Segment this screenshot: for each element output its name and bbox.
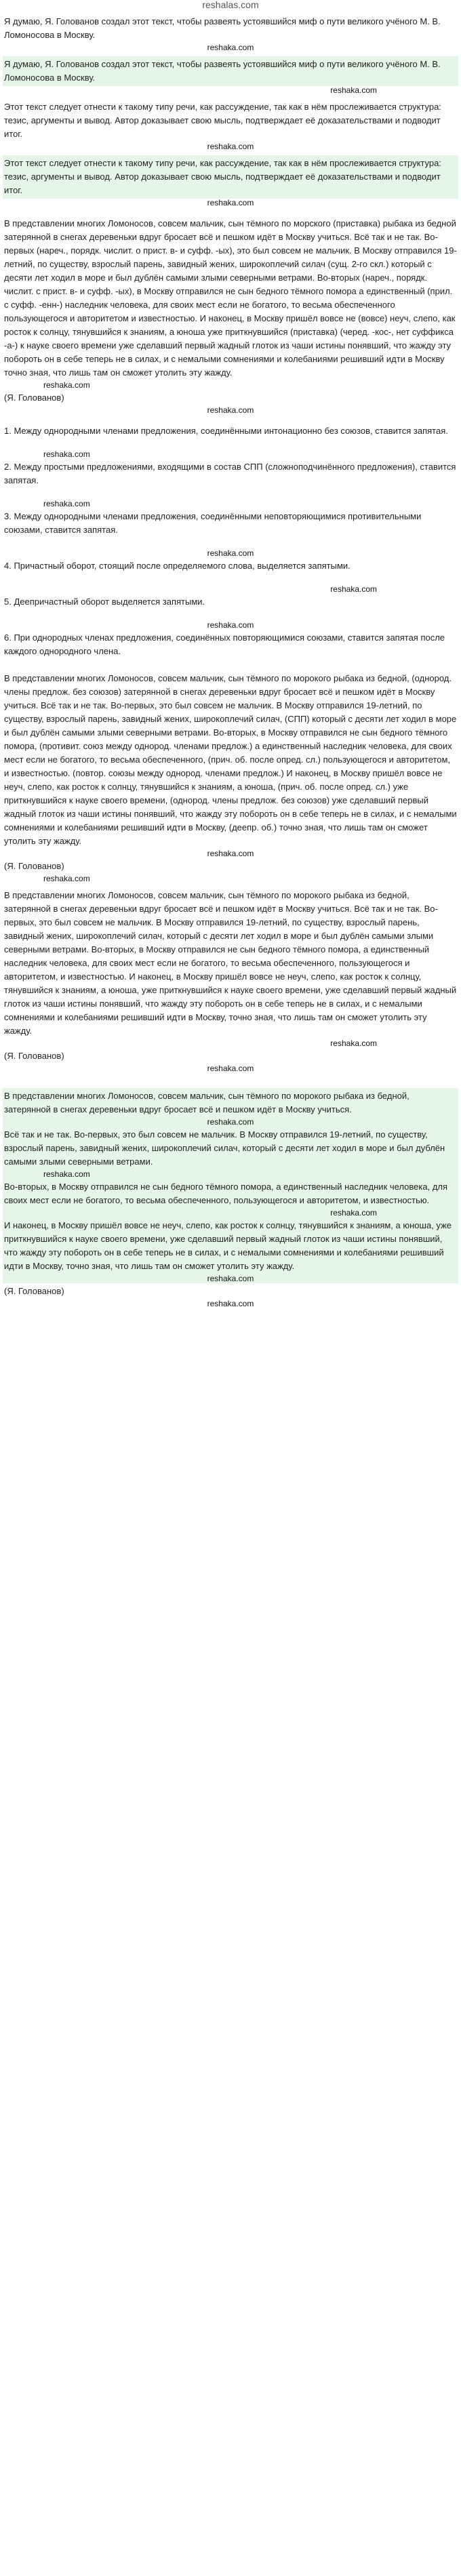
watermark: reshaka.com bbox=[207, 548, 254, 558]
watermark: reshaka.com bbox=[207, 405, 254, 415]
clean-paragraph: В представлении многих Ломоносов, совсем мальчик, сын тёмного по морокого рыбака из бедной, затерянной в снегах деревеньки вдруг бросает всё и пешком идёт в Москву учиться. Всё так и не так. Во-первых, это был совсем не мальчик. В Москву отправился 19-летний, по существу, взрослый парень, завидный жених, широкоплечий силач, который с десяти лет ходил в море и был дублён самыми злыми северными ветрами. Во-вторых, в Москву отправился не сын бедного тёмного помора, а единственный наследник человека, для своих мест если не богатого, то весьма обеспеченного, пользующегося и авторитетом, и известностью. И наконец, в Москву пришёл вовсе не неуч, слепо, как росток к солнцу, тянувшийся к знаниям, а юноша, уже приткнувшийся к науке своего времени, уже сделавший первый жадный глоток из чаши истины понявший, что жажду эту побороть он в себе теперь не в силах, и с немалыми сомнениями и колебаниями решивший идти в Москву, точно зная, что лишь там он сможет утолить эту жажду. bbox=[4, 890, 457, 1036]
watermark: reshaka.com bbox=[330, 1208, 377, 1217]
rule-item: 2. Между простыми предложениями, входящими в состав СПП (сложноподчинённого предложения), ставится запятая. bbox=[4, 462, 456, 485]
punctuated-author: (Я. Голованов) bbox=[4, 861, 64, 871]
rule-item: 6. При однородных членах предложения, соединённых повторяющимися союзами, ставится запятая после каждого однородного члена. bbox=[4, 632, 445, 656]
final-paragraph: Всё так и не так. Во-первых, это был совсем не мальчик. В Москву отправился 19-летний, по существу, взрослый парень, завидный жених, широкоплечий силач, который с десяти лет ходил в море и был дублён самыми злыми северными ветрами. bbox=[4, 1129, 445, 1167]
site-title[interactable]: reshalas.com bbox=[202, 0, 259, 10]
rule-item: 3. Между однородными членами предложения, соединёнными неповторяющимися противительными союзами, ставится запятая. bbox=[4, 511, 422, 535]
clean-author: (Я. Голованов) bbox=[4, 1051, 64, 1061]
punctuated-paragraph: В представлении многих Ломоносов, совсем мальчик, сын тёмного по морокого рыбака из бедной, (однород. члены предлож. без союзов) затерянной в снегах деревеньки вдруг бросает всё и пешком идёт в Москву учиться. Всё так и не так. Во-первых, это был совсем не мальчик. В Москву отправился 19-летний, по существу, взрослый парень, завидный жених, широкоплечий силач, (СПП) который с десяти лет ходил в море и был дублён самыми злыми северными ветрами. Во-вторых, в Москву отправился не сын бедного тёмного помора, (противит. союз между однород. членами предлож.) а единственный наследник человека, для своих мест если не богатого, то весьма обеспеченного, (прич. об. после опред. сл.) пользующегося и авторитетом, и известностью. (повтор. союзы между однород. членами предлож.) И наконец, в Москву пришёл вовсе не неуч, слепо, как росток к солнцу, тянувшийся к знаниям, а юноша, (прич. об. после опред. сл.) уже приткнувшийся к науке своего времени, (однород. члены предлож. без союзов) уже сделавший первый жадный глоток из чаши истины понявший, что жажду эту побороть он в себе теперь не в силах, и с немалыми сомнениями и колебаниями решивший идти в Москву, (деепр. об.) точно зная, что лишь там он сможет утолить эту жажду. bbox=[4, 673, 457, 846]
watermark: reshaka.com bbox=[207, 43, 254, 52]
watermark: reshaka.com bbox=[207, 198, 254, 207]
final-author: (Я. Голованов) bbox=[4, 1286, 64, 1296]
type-paragraph-highlight: Этот текст следует отнести к такому типу речи, как рассуждение, так как в нём прослеживается структура: тезис, аргументы и вывод. Автор доказывает свою мысль, подтверждает её доказательствами и подводит итог. bbox=[3, 155, 458, 199]
watermark: reshaka.com bbox=[207, 1274, 254, 1283]
analysis-paragraph: В представлении многих Ломоносов, совсем мальчик, сын тёмного по морского (приставка) рыбака из бедной затерянной в снегах деревеньки вдруг бросает всё и пешком идёт в Москву учиться. Всё так и не так. Во-первых (нареч., порядк. числит. о прист. в- и суфф. -ых), это был совсем не мальчик. В Москву отправился 19-летний, по существу, взрослый парень, завидный жених, широкоплечий силач (сущ. 2-го скл.) который с десяти лет ходил в море и был дублён самыми злыми северными ветрами. Во-вторых (нареч., порядк. числит. с прист. в- и суфф. -ых), в Москву отправился не сын бедного тёмного помора а единственный (прил. с суфф. -енн-) наследник человека, для своих мест если не богатого, то весьма обеспеченного пользующегося и авторитетом и известностью. И наконец, в Москву пришёл вовсе не (вовсе) неуч, слепо, как росток к солнцу, тянувшийся к знаниям, а юноша уже приткнувшийся (приставка) (черед. -кос-, нет суффикса -а-) к науке своего времени уже сделавший первый жадный глоток из чаши истины понявший, что жажду эту побороть он в себе теперь не в силах, и с немалыми сомнениями и колебаниями решивший идти в Москву точно зная, что лишь там он сможет утолить эту жажду. bbox=[4, 218, 457, 378]
watermark: reshaka.com bbox=[207, 1299, 254, 1308]
rule-item: 5. Деепричастный оборот выделяется запятыми. bbox=[4, 597, 205, 607]
final-paragraph: Во-вторых, в Москву отправился не сын бедного тёмного помора, а единственный наследник человека, для своих мест если не богатого, то весьма обеспеченного, пользующегося и авторитетом, и известностью. bbox=[4, 1182, 448, 1205]
watermark: reshaka.com bbox=[207, 849, 254, 858]
watermark: reshaka.com bbox=[43, 380, 90, 390]
analysis-author: (Я. Голованов) bbox=[4, 393, 64, 403]
watermark: reshaka.com bbox=[207, 1064, 254, 1073]
rules-list bbox=[3, 423, 458, 660]
intro-paragraph-highlight: Я думаю, Я. Голованов создал этот текст, чтобы развеять устоявшийся миф о пути великого учёного М. В. Ломоносова в Москву. bbox=[3, 56, 458, 86]
rule-item: 4. Причастный оборот, стоящий после определяемого слова, выделяется запятыми. bbox=[4, 561, 350, 571]
rule-item: 1. Между однородными членами предложения, соединёнными интонационно без союзов, ставится запятая. bbox=[4, 426, 448, 436]
type-paragraph: Этот текст следует отнести к такому типу речи, как рассуждение, так как в нём прослеживается структура: тезис, аргументы и вывод. Автор доказывает свою мысль, подтверждает её доказательствами и подводит итог. bbox=[4, 102, 441, 139]
watermark: reshaka.com bbox=[43, 874, 90, 883]
intro-paragraph: Я думаю, Я. Голованов создал этот текст, чтобы развеять устоявшийся миф о пути великого учёного М. В. Ломоносова в Москву. bbox=[4, 16, 441, 40]
final-paragraph: В представлении многих Ломоносов, совсем мальчик, сын тёмного по морокого рыбака из бедной, затерянной в снегах деревеньки вдруг бросает всё и пешком идёт в Москву учиться. bbox=[4, 1091, 409, 1114]
final-paragraph: И наконец, в Москву пришёл вовсе не неуч, слепо, как росток к солнцу, тянувшийся к знаниям, а юноша, уже приткнувшийся к науке своего времени, уже сделавший первый жадный глоток из чаши истины понявший, что жажду эту побороть он в себе теперь не в силах, и с немалыми сомнениями и колебаниями решивший идти в Москву, точно зная, что лишь там он сможет утолить эту жажду. bbox=[4, 1220, 452, 1271]
watermark: reshaka.com bbox=[330, 85, 377, 95]
watermark: reshaka.com bbox=[207, 1117, 254, 1127]
final-text-block bbox=[3, 1088, 458, 1283]
watermark: reshaka.com bbox=[330, 584, 377, 594]
watermark: reshaka.com bbox=[330, 1039, 377, 1048]
watermark: reshaka.com bbox=[43, 449, 90, 459]
watermark: reshaka.com bbox=[207, 142, 254, 151]
watermark: reshaka.com bbox=[43, 1169, 90, 1179]
watermark: reshaka.com bbox=[207, 620, 254, 630]
watermark: reshaka.com bbox=[43, 499, 90, 508]
